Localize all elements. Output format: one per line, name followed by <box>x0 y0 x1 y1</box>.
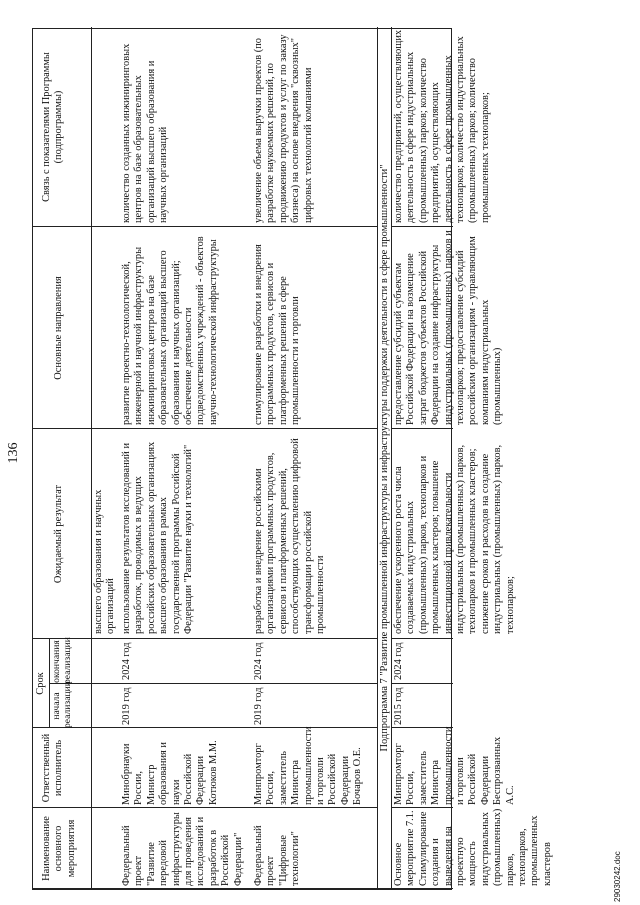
row3-result: обеспечение ускоренного роста числа создаваемых индустриальных (промышленных) парков, технопарков и промышленных кластеров; повышение инвестиционной привлекательности индустриальных (промышленных) парков, технопарков и промышленных кластеров; снижение сроков и расходов на создание индустриальных (промышленных) парков, технопарков; <box>393 444 516 634</box>
subprogram-bottom-rule <box>391 27 392 889</box>
row2-responsible: Минпромторг России, заместитель Министра промышленности и торговли Российской Федерации Бочаров О.Е. <box>253 726 364 805</box>
header-result: Ожидаемый результат <box>53 484 64 584</box>
page-number: 136 <box>6 442 21 464</box>
row3-indicators: количество предприятий, осуществляющих деятельность в сфере индустриальных (промышленных) парков; количество предприятий, осуществляющих деятельность в сфере промышленных технопарков; количество индустриальных (промышленных) парков; количество промышленных технопарков; <box>393 29 491 223</box>
col-rule-1b <box>391 807 453 808</box>
col-rule-5 <box>33 428 377 429</box>
row1-directions: развитие проектно-технологической, инженерной и научной инфраструктуры инжиниринговых центров на базе образовательных организаций высшего образования и научных организаций; обеспечение деятельности подведомственных учреждений - объектов научно-технологической инфраструктуры <box>121 236 219 425</box>
row3-responsible: Минпромторг России, заместитель Министра промышленности и торговли Российской Федерации Беспрозванных А.С. <box>393 726 516 805</box>
header-end: окончания реализации <box>51 637 74 684</box>
col-rule-3 <box>49 683 377 684</box>
row1-responsible: Минобрнауки России, Министр образования и науки Российской Федерации Котюков М.М. <box>121 740 219 805</box>
header-responsible: Ответственный исполнитель <box>41 733 65 803</box>
col-rule-3b <box>391 683 453 684</box>
row3-name: Основное мероприятие 7.1. Стимулирование создания и выведения на проектную мощность индустриальных (промышленных) парков, технопарков, промышленных кластеров <box>393 808 553 886</box>
row1-start: 2019 год <box>121 687 132 725</box>
subprogram-title: Подпрограмма 7 "Развитие промышленной инфраструктуры и инфраструктуры поддержки деятельности в сфере промышленности" <box>379 164 390 752</box>
col-rule-4b <box>391 638 453 639</box>
row1-indicators: количество созданных инжиниринговых центров на базе образовательных организаций высшего образования и научных организаций <box>121 43 170 223</box>
row1-result: использование результатов исследований и разработок, проводимых в ведущих российских образовательных организациях высшего образования в рамках государственной программы Российской Федерации "Развитие науки и технологий" <box>121 441 195 634</box>
col-rule-6 <box>33 226 377 227</box>
col-rule-4 <box>33 638 377 639</box>
col-rule-6b <box>391 226 453 227</box>
col-rule-5b <box>391 428 453 429</box>
row3-end: 2024 год <box>393 642 404 680</box>
row3-directions: предоставление субсидий субъектам Российской Федерации на возмещение затрат бюджетов субъектов Российской Федерации на создание инфраструктуры индустриальных (промышленных) парков и технопарков; предоставление субсидий российским организациям - управляющим компаниям индустриальных (промышленных) <box>393 230 504 425</box>
row3-start: 2015 год <box>393 687 404 725</box>
header-bottom-rule <box>91 27 92 889</box>
footer-filename: 29030242.doc <box>613 851 622 902</box>
header-indicators: Связь с показателями Программы (подпрограммы) <box>41 52 65 202</box>
header-start: начала реализации <box>51 681 74 728</box>
row1-name: Федеральный проект "Развитие передовой инфраструктуры для проведения исследований и разработок в Российской Федерации" <box>121 812 244 886</box>
header-term: Срок <box>35 672 46 695</box>
row2-result: разработка и внедрение российскими организациями программных продуктов, сервисов и платформенных решений, способствующих осуществлению цифровой трансформации российской промышленности <box>253 438 327 634</box>
col-rule-1 <box>33 807 377 808</box>
measures-table <box>32 28 553 890</box>
row2-start: 2019 год <box>253 687 264 725</box>
row2-indicators: увеличение объема выручки проектов (по разработке наукоемких решений, по продвижению продуктов и услуг по заказу бизнеса) на основе внедрения "сквозных" цифровых технологий компаниями <box>253 34 314 223</box>
row2-name: Федеральный проект "Цифровые технологии" <box>253 825 302 886</box>
header-directions: Основные направления <box>53 276 64 380</box>
row2-directions: стимулирование разработки и внедрения программных продуктов, сервисов и платформенных решений в сфере промышленности и торговли <box>253 244 302 425</box>
header-name: Наименование основного мероприятия <box>41 816 77 881</box>
continued-result: высшего образования и научных организаций <box>93 489 117 634</box>
col-rule-2 <box>33 727 377 728</box>
row2-end: 2024 год <box>253 642 264 680</box>
row1-end: 2024 год <box>121 642 132 680</box>
